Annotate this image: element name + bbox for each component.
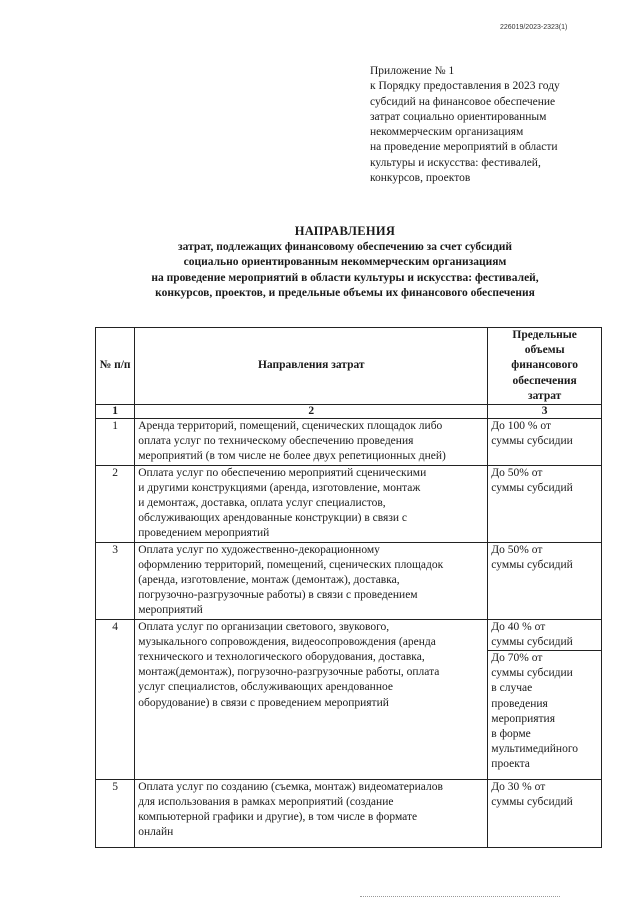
row-text-line: погрузочно-разгрузочные работы) в связи с проведением — [138, 589, 418, 602]
row-limit-line: До 30 % от — [491, 780, 546, 793]
table-row — [96, 419, 602, 466]
row-limit-line: До 100 % от — [491, 420, 551, 433]
row-text-line: (аренда, изготовление, монтаж (демонтаж), доставка, — [138, 574, 400, 587]
appendix-line: некоммерческим организациям — [370, 126, 524, 139]
row-limit-line: проекта — [491, 758, 530, 771]
appendix-line: культуры и искусства: фестивалей, — [370, 156, 541, 169]
appendix-line: затрат социально ориентированным — [370, 110, 547, 123]
table-row — [96, 542, 602, 619]
title-heading: НАПРАВЛЕНИЯ — [294, 224, 396, 238]
row-text-line: музыкального сопровождения, видеосопровождения (аренда — [138, 635, 436, 648]
row-limit-line: До 70% от — [491, 652, 543, 665]
row-limit-line: суммы субсидии — [491, 435, 573, 448]
row-limit-line: суммы субсидии — [491, 667, 573, 680]
row-num: 3 — [96, 542, 135, 619]
row-text-line: Оплата услуг по созданию (съемка, монтаж) видеоматериалов — [138, 780, 443, 793]
expense-directions-table — [95, 327, 602, 848]
row-text-line: компьютерной графики и другие), в том числе в формате — [138, 811, 418, 824]
row-num: 1 — [96, 419, 135, 466]
row-limit-sub — [488, 650, 601, 773]
row-limit-line: До 50% от — [491, 543, 543, 556]
row-limit-line: суммы субсидий — [491, 635, 573, 648]
row-limit-line: мероприятия — [491, 712, 555, 725]
header-limit — [488, 328, 602, 405]
document-title — [100, 224, 590, 302]
row-text-line: монтаж(демонтаж), погрузочно-разгрузочные работы, оплата — [138, 666, 440, 679]
row-limit — [488, 779, 602, 847]
row-text-line: технического и технологического оборудования, доставка, — [138, 651, 425, 664]
header-limit-line: финансового — [511, 359, 579, 372]
row-text-line: оплата услуг по техническому обеспечению проведения — [138, 435, 414, 448]
row-text-line: мероприятий — [138, 604, 203, 617]
table-row — [96, 619, 602, 779]
appendix-line: к Порядку предоставления в 2023 году — [370, 80, 560, 93]
header-limit-line: объемы — [524, 344, 565, 357]
row-limit-line: суммы субсидий — [491, 481, 573, 494]
row-limit-line: До 40 % от — [491, 620, 546, 633]
table-row — [96, 465, 602, 542]
row-num: 2 — [96, 465, 135, 542]
row-limit — [488, 619, 602, 779]
appendix-line: Приложение № 1 — [370, 65, 455, 77]
row-limit-line: мультимедийного — [491, 743, 579, 756]
row-limit-line: проведения — [491, 697, 548, 710]
row-text — [135, 419, 488, 466]
header-limit-line: затрат — [527, 389, 562, 402]
header-direction: Направления затрат — [135, 328, 488, 405]
header-limit-line: Предельные — [512, 329, 577, 341]
row-text-line: и другими конструкциями (аренда, изготовление, монтаж — [138, 481, 421, 494]
row-text-line: обслуживающих арендованные конструкции) в связи с — [138, 512, 408, 525]
row-limit-line: в форме — [491, 728, 531, 741]
row-text — [135, 465, 488, 542]
row-text-line: Оплата услуг по художественно-декорационному — [138, 543, 380, 556]
table-header-row — [96, 328, 602, 405]
column-index: 3 — [488, 405, 602, 419]
row-text-line: оформлению территорий, помещений, сценических площадок — [138, 558, 444, 571]
appendix-line: на проведение мероприятий в области — [370, 141, 558, 154]
row-limit-line: До 50% от — [491, 466, 543, 479]
document-number: 226019/2023-2323(1) — [500, 24, 568, 31]
appendix-block — [370, 64, 610, 186]
column-index: 1 — [96, 405, 135, 419]
row-text-line: проведением мероприятий — [138, 527, 270, 540]
row-limit — [488, 465, 602, 542]
header-limit-line: обеспечения — [512, 374, 577, 387]
row-limit-line: суммы субсидий — [491, 558, 573, 571]
column-index-row — [96, 405, 602, 419]
title-line: на проведение мероприятий в области культуры и искусства: фестивалей, — [151, 271, 539, 284]
row-limit-line: суммы субсидий — [491, 795, 573, 808]
appendix-line: конкурсов, проектов — [370, 172, 471, 185]
header-num: № п/п — [96, 328, 135, 405]
row-text-line: и демонтаж, доставка, оплата услуг специалистов, — [138, 497, 386, 510]
row-text-line: Оплата услуг по организации светового, звукового, — [138, 620, 390, 633]
appendix-line: субсидий на финансовое обеспечение — [370, 95, 556, 108]
row-text-line: мероприятий (в том числе не более двух репетиционных дней) — [138, 450, 446, 463]
row-text-line: Оплата услуг по обеспечению мероприятий сценическими — [138, 466, 427, 479]
scan-artifact-line — [360, 896, 560, 899]
row-limit-line: в случае — [491, 682, 533, 695]
row-text — [135, 542, 488, 619]
row-limit — [488, 419, 602, 466]
title-line: конкурсов, проектов, и предельные объемы их финансового обеспечения — [155, 287, 535, 299]
row-text-line: онлайн — [138, 826, 174, 839]
row-text-line: Аренда территорий, помещений, сценических площадок либо — [138, 420, 443, 433]
row-text — [135, 619, 488, 779]
table-row — [96, 779, 602, 847]
column-index: 2 — [135, 405, 488, 419]
row-text-line: оборудование) в связи с проведением мероприятий — [138, 696, 389, 709]
row-text-line: для использования в рамках мероприятий (создание — [138, 795, 394, 808]
row-text — [135, 779, 488, 847]
row-text-line: услуг специалистов, обслуживающих арендованное — [138, 681, 393, 694]
row-num: 5 — [96, 779, 135, 847]
row-num: 4 — [96, 619, 135, 779]
title-line: социально ориентированным некоммерческим организациям — [183, 256, 507, 268]
row-limit — [488, 542, 602, 619]
title-line: затрат, подлежащих финансовому обеспечению за счет субсидий — [178, 240, 512, 253]
